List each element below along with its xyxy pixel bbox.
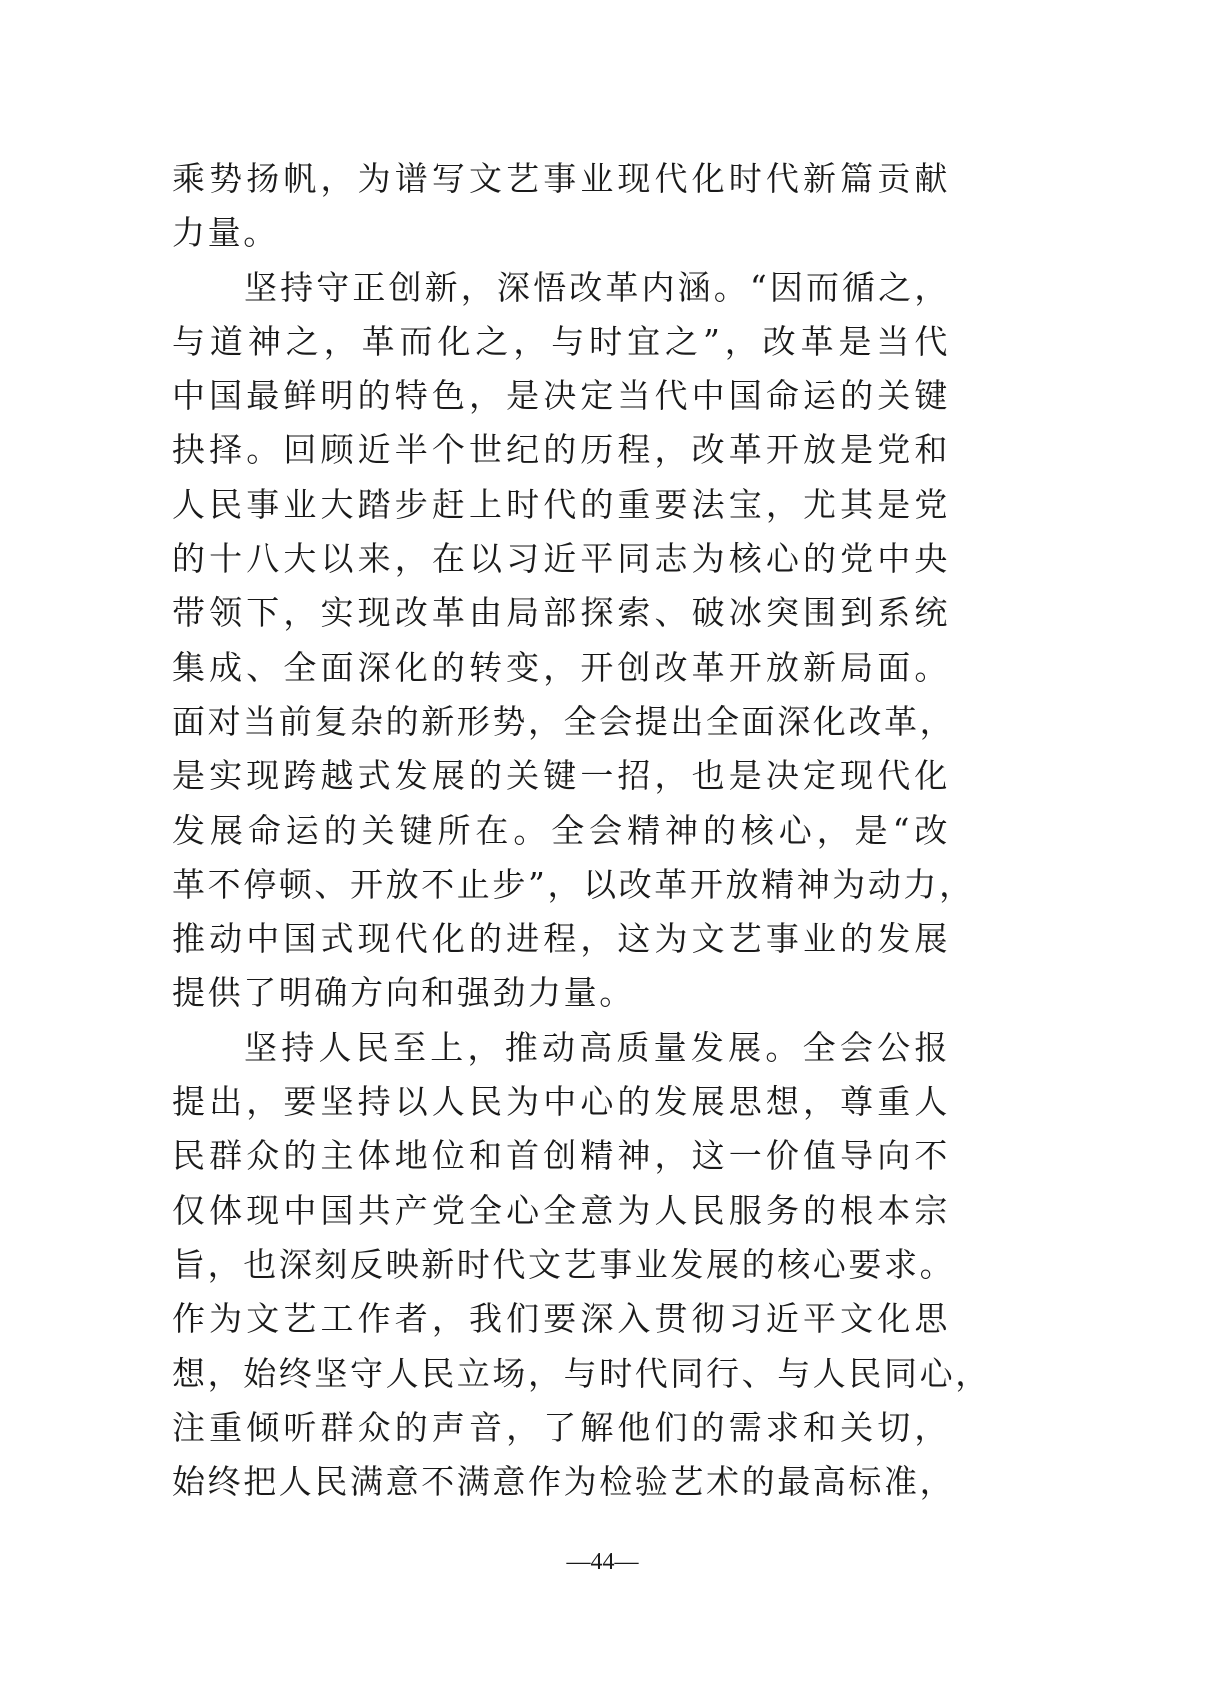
paragraph-heading-line: 坚持守正创新，深悟改革内涵。“因而循之， <box>244 267 950 307</box>
paragraph-heading-line: 坚持人民至上，推动高质量发展。全会公报 <box>244 1027 950 1067</box>
text-line-paragraph-end: 提供了明确方向和强劲力量。 <box>172 973 635 1013</box>
text-line: 是实现跨越式发展的关键一招，也是决定现代化 <box>172 756 950 796</box>
text-line: 旨，也深刻反映新时代文艺事业发展的核心要求。 <box>172 1244 956 1284</box>
text-line: 面对当前复杂的新形势，全会提出全面深化改革， <box>172 701 956 741</box>
text-line: 推动中国式现代化的进程，这为文艺事业的发展 <box>172 919 950 959</box>
text-line: 民群众的主体地位和首创精神，这一价值导向不 <box>172 1136 950 1176</box>
text-line: 乘势扬帆，为谱写文艺事业现代化时代新篇贡献 <box>172 159 950 198</box>
text-line: 始终把人民满意不满意作为检验艺术的最高标准， <box>172 1462 956 1502</box>
text-line: 集成、全面深化的转变，开创改革开放新局面。 <box>172 647 950 687</box>
text-line: 的十八大以来，在以习近平同志为核心的党中央 <box>172 539 950 579</box>
text-line: 发展命运的关键所在。全会精神的核心，是“改 <box>172 810 950 850</box>
text-line: 人民事业大踏步赶上时代的重要法宝，尤其是党 <box>172 484 950 524</box>
text-line: 仅体现中国共产党全心全意为人民服务的根本宗 <box>172 1190 950 1230</box>
text-line: 带领下，实现改革由局部探索、破冰突围到系统 <box>172 593 950 633</box>
text-line: 作为文艺工作者，我们要深入贯彻习近平文化思 <box>172 1299 950 1339</box>
text-line-paragraph-end: 力量。 <box>172 213 279 253</box>
text-line: 中国最鲜明的特色，是决定当代中国命运的关键 <box>172 376 950 416</box>
text-line: 与道神之，革而化之，与时宜之”，改革是当代 <box>172 321 950 361</box>
text-line: 抉择。回顾近半个世纪的历程，改革开放是党和 <box>172 430 950 470</box>
text-line: 注重倾听群众的声音，了解他们的需求和关切， <box>172 1407 950 1447</box>
text-line: 提出，要坚持以人民为中心的发展思想，尊重人 <box>172 1082 950 1122</box>
document-page <box>172 152 991 1509</box>
text-line: 想，始终坚守人民立场，与时代同行、与人民同心， <box>172 1353 991 1393</box>
text-line: 革不停顿、开放不止步”，以改革开放精神为动力， <box>172 864 975 904</box>
page-number: —44— <box>566 1549 639 1575</box>
